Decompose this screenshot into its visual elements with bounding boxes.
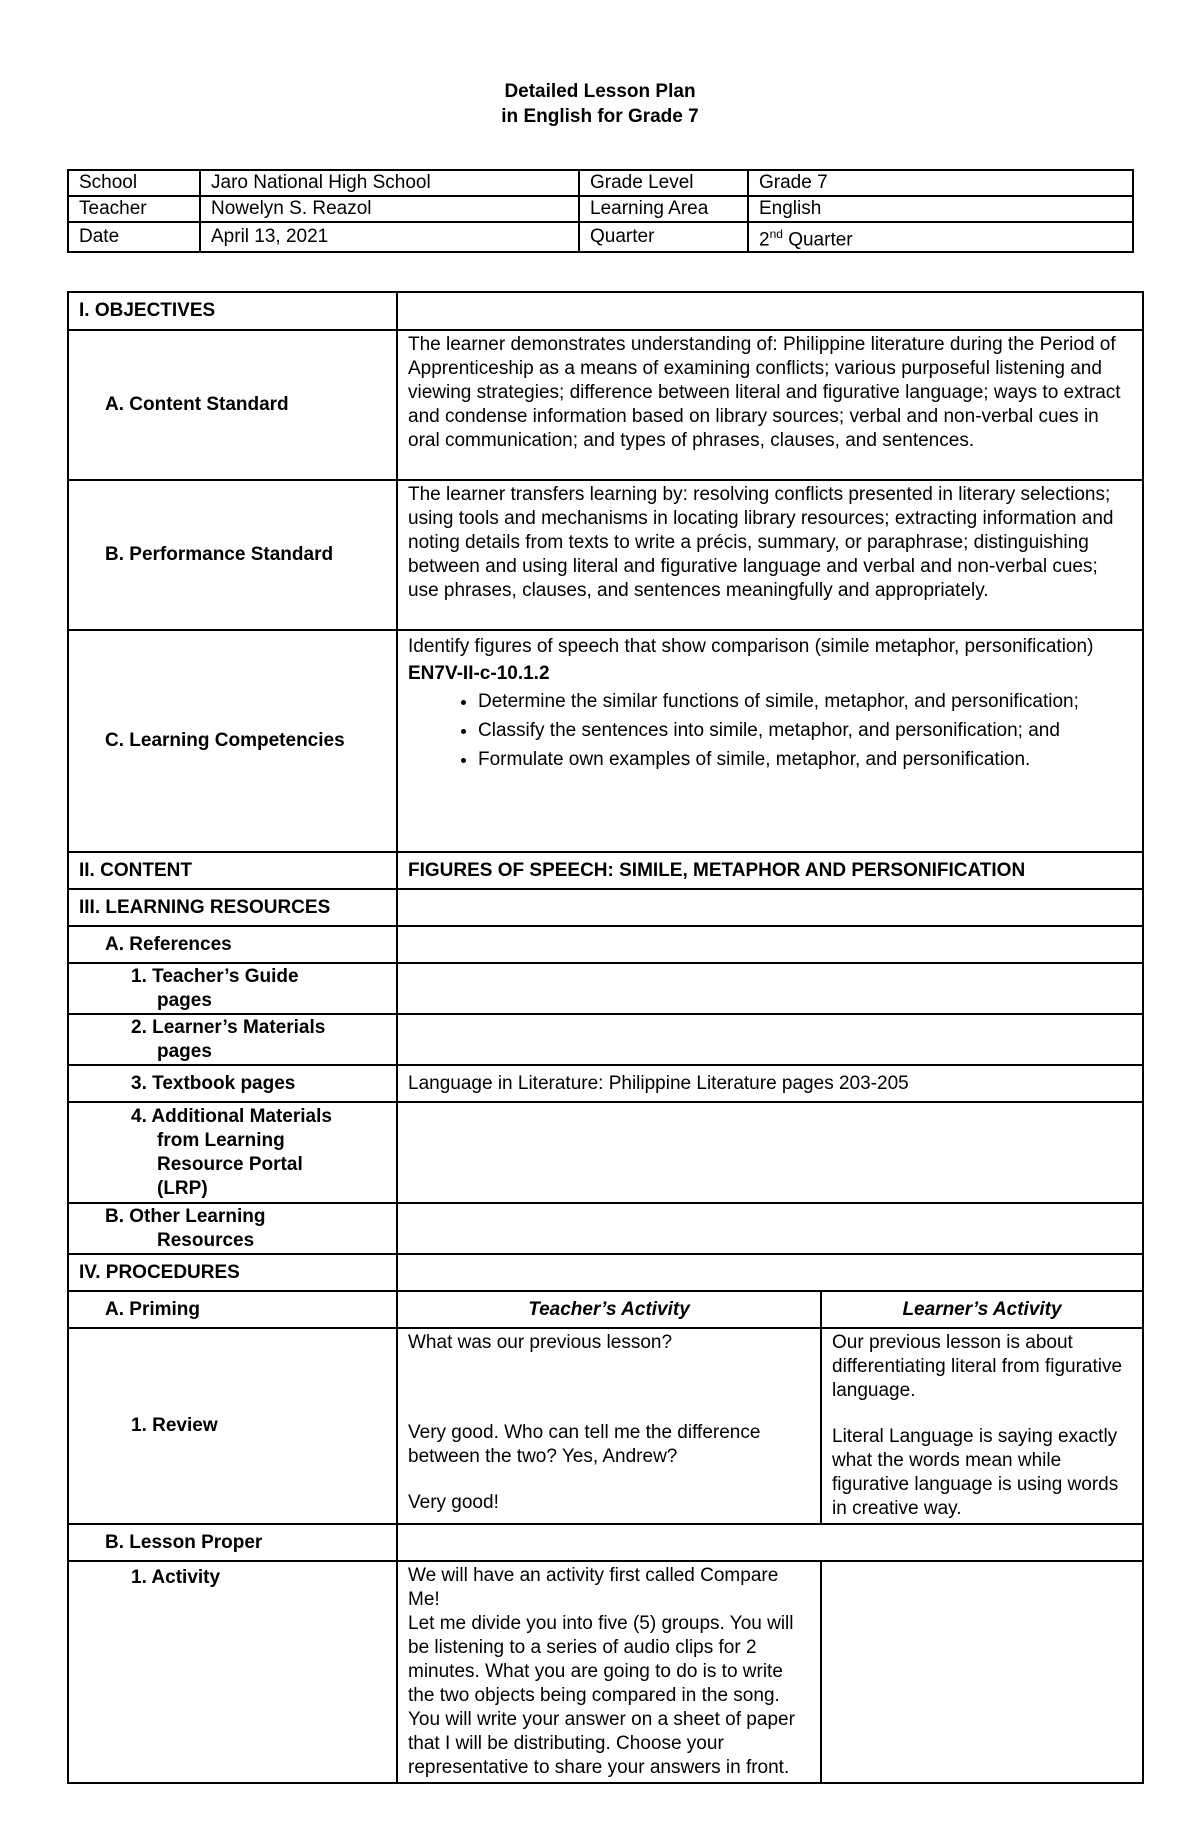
school-value: Jaro National High School [200,170,579,196]
textbook-label: 3. Textbook pages [68,1065,397,1102]
table-row [68,480,1143,630]
teacher-label: Teacher [68,196,200,222]
table-row [68,1328,1143,1524]
content-value: FIGURES OF SPEECH: SIMILE, METAPHOR AND PERSONIFICATION [397,852,1143,889]
other-resources-label: B. Other Learning Resources [68,1203,397,1254]
references-label: A. References [68,926,397,963]
table-row [68,1524,1143,1561]
review-teacher-cell: What was our previous lesson? Very good. Who can tell me the difference between the two? Yes, Andrew? Very good! [397,1328,821,1524]
quarter-value: 2nd Quarter [748,222,1133,252]
activity-teacher-cell: We will have an activity first called Compare Me! Let me divide you into five (5) groups. You will be listening to a series of audio clips for 2 minutes. What you are going to do is to write the two objects being compared in the song. You will write your answer on a sheet of paper that I will be distributing. Choose your representative to share your answers in front. [397,1561,821,1783]
additional-materials-label: 4. Additional Materials from Learning Resource Portal (LRP) [68,1102,397,1203]
learner-activity-header: Learner’s Activity [821,1291,1143,1328]
competencies-code: EN7V-II-c-10.1.2 [408,663,550,684]
list-item: • Formulate own examples of simile, metaphor, and personification. [478,745,1132,774]
table-row [68,1561,1143,1783]
table-row [68,963,1143,1014]
review-learner-cell: Our previous lesson is about differentiating literal from figurative language. Literal Language is saying exactly what the words mean while figurative language is using words in creative way. [821,1328,1143,1524]
table-row [68,889,1143,926]
info-table [67,169,1134,253]
table-row [68,1203,1143,1254]
document-subtitle: in English for Grade 7 [501,106,699,127]
review-label: 1. Review [68,1328,397,1524]
grade-level-value: Grade 7 [748,170,1133,196]
table-row [68,630,1143,852]
content-heading: II. CONTENT [68,852,397,889]
teacher-activity-header: Teacher’s Activity [397,1291,821,1328]
date-value: April 13, 2021 [200,222,579,252]
table-row [68,1254,1143,1291]
date-label: Date [68,222,200,252]
content-standard-label: A. Content Standard [68,330,397,480]
teacher-value: Nowelyn S. Reazol [200,196,579,222]
table-row [68,852,1143,889]
activity-label: 1. Activity [68,1561,397,1783]
list-item: • Classify the sentences into simile, metaphor, and personification; and [478,716,1132,745]
performance-standard-label: B. Performance Standard [68,480,397,630]
lesson-proper-label: B. Lesson Proper [68,1524,397,1561]
teachers-guide-label: 1. Teacher’s Guide pages [68,963,397,1014]
table-row [68,1291,1143,1328]
learning-area-value: English [748,196,1133,222]
table-row [68,196,1133,222]
document-title: Detailed Lesson Plan [504,81,696,102]
objectives-heading: I. OBJECTIVES [68,292,397,330]
priming-label: A. Priming [68,1291,397,1328]
performance-standard-text: The learner transfers learning by: resolving conflicts presented in literary selections; using tools and mechanisms in locating library resources; extracting information and noting details from texts to write a précis, summary, or paraphrase; distinguishing between and using literal and figurative language and verbal and non-verbal cues; use phrases, clauses, and sentences meaningfully and appropriately. [397,480,1143,630]
learning-resources-heading: III. LEARNING RESOURCES [68,889,397,926]
table-row [68,330,1143,480]
activity-learner-cell [821,1561,1143,1783]
table-row [68,1065,1143,1102]
learning-competencies-label: C. Learning Competencies [68,630,397,852]
learners-materials-label: 2. Learner’s Materials pages [68,1014,397,1065]
table-row [68,1102,1143,1203]
procedures-heading: IV. PROCEDURES [68,1254,397,1291]
lesson-table [67,291,1144,1784]
grade-level-label: Grade Level [579,170,748,196]
table-row [68,926,1143,963]
quarter-label: Quarter [579,222,748,252]
textbook-value: Language in Literature: Philippine Literature pages 203-205 [397,1065,1143,1102]
table-row [68,292,1143,330]
learning-area-label: Learning Area [579,196,748,222]
school-label: School [68,170,200,196]
content-standard-text: The learner demonstrates understanding of: Philippine literature during the Period of Apprenticeship as a means of examining conflicts; various purposeful listening and viewing strategies; difference between literal and figurative language; ways to extract and condense information based on library sources; verbal and non-verbal cues in oral communication; and types of phrases, clauses, and sentences. [397,330,1143,480]
competencies-list [408,687,1132,774]
learning-competencies-cell [397,630,1143,852]
competencies-intro: Identify figures of speech that show comparison (simile metaphor, personification) [408,636,1094,657]
list-item: • Determine the similar functions of simile, metaphor, and personification; [478,687,1132,716]
table-row [68,170,1133,196]
table-row [68,222,1133,252]
table-row [68,1014,1143,1065]
